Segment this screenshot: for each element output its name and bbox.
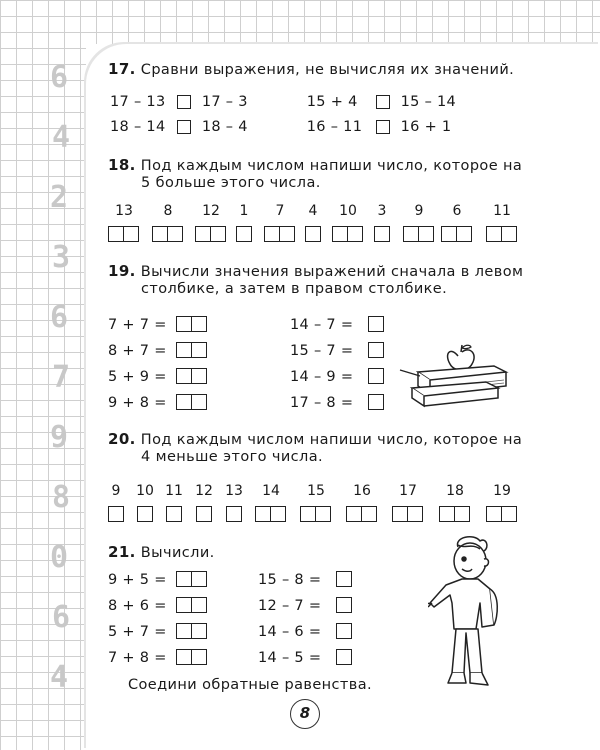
number-label: 9 <box>414 203 424 219</box>
equation-text: 14 – 9 = <box>290 369 354 385</box>
answer-box[interactable] <box>392 506 421 526</box>
margin-digits <box>0 0 86 750</box>
number-label: 6 <box>452 203 462 219</box>
answer-box[interactable] <box>368 368 383 388</box>
answer-box[interactable] <box>176 571 205 591</box>
answer-box[interactable] <box>486 226 515 246</box>
answer-cell[interactable] <box>167 226 183 242</box>
number-label: 7 <box>275 203 285 219</box>
answer-cell[interactable] <box>418 226 434 242</box>
answer-box[interactable] <box>166 506 181 526</box>
answer-cell[interactable] <box>501 506 517 522</box>
equation-text: 8 + 6 = <box>108 598 167 614</box>
answer-box[interactable] <box>374 226 389 246</box>
task-21-footer: Соедини обратные равенства. <box>128 677 372 693</box>
number-label: 9 <box>111 483 121 499</box>
answer-cell[interactable] <box>368 342 384 358</box>
answer-box[interactable] <box>236 226 251 246</box>
compare-answer-box[interactable] <box>177 120 191 134</box>
answer-cell[interactable] <box>210 226 226 242</box>
answer-cell[interactable] <box>226 506 242 522</box>
answer-cell[interactable] <box>305 226 321 242</box>
answer-cell[interactable] <box>191 649 207 665</box>
answer-cell[interactable] <box>336 597 352 613</box>
page-number: 8 <box>290 699 320 729</box>
margin-digit: 4 <box>50 660 69 695</box>
number-label: 15 <box>307 483 325 499</box>
answer-cell[interactable] <box>407 506 423 522</box>
task-20-heading: 20. Под каждым числом напиши число, которое на <box>108 430 523 448</box>
equation-text: 5 + 7 = <box>108 624 167 640</box>
answer-box[interactable] <box>368 342 383 362</box>
answer-box[interactable] <box>176 597 205 617</box>
margin-digit: 6 <box>50 300 69 335</box>
answer-box[interactable] <box>403 226 432 246</box>
equation-text: 9 + 5 = <box>108 572 167 588</box>
answer-box[interactable] <box>305 226 320 246</box>
compare-row-2: 18 – 14 18 – 4 16 – 11 16 + 1 <box>110 119 452 135</box>
answer-box[interactable] <box>176 394 205 414</box>
task-text: Сравни выражения, не вычисляя их значений. <box>140 62 515 78</box>
number-label: 19 <box>493 483 511 499</box>
equation-row <box>108 342 205 362</box>
answer-cell[interactable] <box>137 506 153 522</box>
answer-cell[interactable] <box>270 506 286 522</box>
answer-cell[interactable] <box>191 368 207 384</box>
margin-digit: 3 <box>52 240 71 275</box>
task-19-line2: столбике, а затем в правом столбике. <box>141 281 448 297</box>
answer-cell[interactable] <box>191 571 207 587</box>
book-apple-illustration <box>398 342 510 408</box>
answer-box[interactable] <box>264 226 293 246</box>
answer-cell[interactable] <box>336 649 352 665</box>
answer-cell[interactable] <box>501 226 517 242</box>
answer-box[interactable] <box>441 226 470 246</box>
answer-box[interactable] <box>152 226 181 246</box>
margin-digit: 6 <box>50 60 69 95</box>
number-label: 17 <box>399 483 417 499</box>
number-label: 4 <box>308 203 318 219</box>
equation-row <box>108 394 205 414</box>
boy-illustration <box>428 533 508 693</box>
answer-box[interactable] <box>336 649 351 669</box>
answer-cell[interactable] <box>191 394 207 410</box>
number-label: 14 <box>262 483 280 499</box>
answer-cell[interactable] <box>374 226 390 242</box>
answer-box[interactable] <box>176 368 205 388</box>
answer-cell[interactable] <box>236 226 252 242</box>
equation-text: 14 – 7 = <box>290 317 354 333</box>
task-number: 17. <box>108 60 136 78</box>
number-label: 3 <box>377 203 387 219</box>
answer-cell[interactable] <box>368 368 384 384</box>
margin-digit: 7 <box>52 360 71 395</box>
equation-text: 15 – 8 = <box>258 572 322 588</box>
answer-box[interactable] <box>176 649 205 669</box>
equation-row <box>258 649 351 669</box>
number-label: 13 <box>225 483 243 499</box>
answer-cell[interactable] <box>123 226 139 242</box>
answer-box[interactable] <box>332 226 361 246</box>
answer-box[interactable] <box>108 506 123 526</box>
equation-row <box>258 623 351 643</box>
equation-text: 12 – 7 = <box>258 598 322 614</box>
number-label: 16 <box>353 483 371 499</box>
number-label: 10 <box>136 483 154 499</box>
equation-row <box>108 623 205 643</box>
equation-text: 17 – 8 = <box>290 395 354 411</box>
answer-box[interactable] <box>300 506 329 526</box>
margin-digit: 2 <box>50 180 69 215</box>
answer-cell[interactable] <box>336 571 352 587</box>
equation-row <box>290 316 383 336</box>
equation-text: 8 + 7 = <box>108 343 167 359</box>
number-label: 8 <box>163 203 173 219</box>
top-grid-border <box>0 0 600 44</box>
answer-box[interactable] <box>336 623 351 643</box>
answer-cell[interactable] <box>315 506 331 522</box>
answer-box[interactable] <box>439 506 468 526</box>
number-label: 11 <box>165 483 183 499</box>
number-label: 18 <box>446 483 464 499</box>
equation-row <box>108 316 205 336</box>
answer-box[interactable] <box>336 597 351 617</box>
answer-box[interactable] <box>108 226 137 246</box>
margin-digit: 9 <box>50 420 69 455</box>
compare-answer-box[interactable] <box>376 120 390 134</box>
answer-box[interactable] <box>346 506 375 526</box>
margin-digit: 0 <box>50 540 69 575</box>
answer-box[interactable] <box>176 316 205 336</box>
equation-text: 7 + 7 = <box>108 317 167 333</box>
equation-row <box>290 394 383 414</box>
answer-cell[interactable] <box>456 226 472 242</box>
answer-cell[interactable] <box>279 226 295 242</box>
task-20-line2: 4 меньше этого числа. <box>141 449 324 465</box>
margin-digit: 8 <box>52 480 71 515</box>
answer-box[interactable] <box>336 571 351 591</box>
answer-cell[interactable] <box>368 394 384 410</box>
margin-digit: 6 <box>52 600 71 635</box>
compare-row-1: 17 – 13 17 – 3 15 + 4 15 – 14 <box>110 94 457 110</box>
equation-row <box>290 368 383 388</box>
answer-box[interactable] <box>368 394 383 414</box>
number-label: 12 <box>195 483 213 499</box>
answer-box[interactable] <box>195 226 224 246</box>
equation-row <box>108 368 205 388</box>
answer-cell[interactable] <box>361 506 377 522</box>
margin-digit: 4 <box>52 120 71 155</box>
equation-row <box>108 597 205 617</box>
equation-row <box>108 649 205 669</box>
equation-row <box>108 571 205 591</box>
answer-box[interactable] <box>176 342 205 362</box>
answer-cell[interactable] <box>191 316 207 332</box>
answer-cell[interactable] <box>191 342 207 358</box>
task-21-heading: 21. Вычисли. <box>108 543 215 561</box>
answer-box[interactable] <box>368 316 383 336</box>
answer-cell[interactable] <box>191 623 207 639</box>
equation-text: 14 – 5 = <box>258 650 322 666</box>
equation-text: 5 + 9 = <box>108 369 167 385</box>
answer-cell[interactable] <box>454 506 470 522</box>
equation-text: 9 + 8 = <box>108 395 167 411</box>
answer-box[interactable] <box>486 506 515 526</box>
number-label: 12 <box>202 203 220 219</box>
answer-cell[interactable] <box>166 506 182 522</box>
answer-cell[interactable] <box>196 506 212 522</box>
equation-row <box>258 571 351 591</box>
compare-answer-box[interactable] <box>177 95 191 109</box>
answer-cell[interactable] <box>368 316 384 332</box>
number-label: 1 <box>239 203 249 219</box>
task-18-line2: 5 больше этого числа. <box>141 175 321 191</box>
number-label: 13 <box>115 203 133 219</box>
equation-row <box>290 342 383 362</box>
equation-text: 15 – 7 = <box>290 343 354 359</box>
answer-box[interactable] <box>137 506 152 526</box>
number-label: 10 <box>339 203 357 219</box>
answer-cell[interactable] <box>347 226 363 242</box>
equation-text: 7 + 8 = <box>108 650 167 666</box>
answer-cell[interactable] <box>108 506 124 522</box>
compare-answer-box[interactable] <box>376 95 390 109</box>
answer-box[interactable] <box>255 506 284 526</box>
answer-cell[interactable] <box>191 597 207 613</box>
answer-box[interactable] <box>176 623 205 643</box>
answer-cell[interactable] <box>336 623 352 639</box>
answer-box[interactable] <box>196 506 211 526</box>
equation-text: 14 – 6 = <box>258 624 322 640</box>
task-19-heading: 19. Вычисли значения выражений сначала в левом <box>108 262 524 280</box>
task-18-heading: 18. Под каждым числом напиши число, которое на <box>108 156 523 174</box>
task-17-heading <box>108 60 514 78</box>
equation-row <box>258 597 351 617</box>
answer-box[interactable] <box>226 506 241 526</box>
number-label: 11 <box>493 203 511 219</box>
